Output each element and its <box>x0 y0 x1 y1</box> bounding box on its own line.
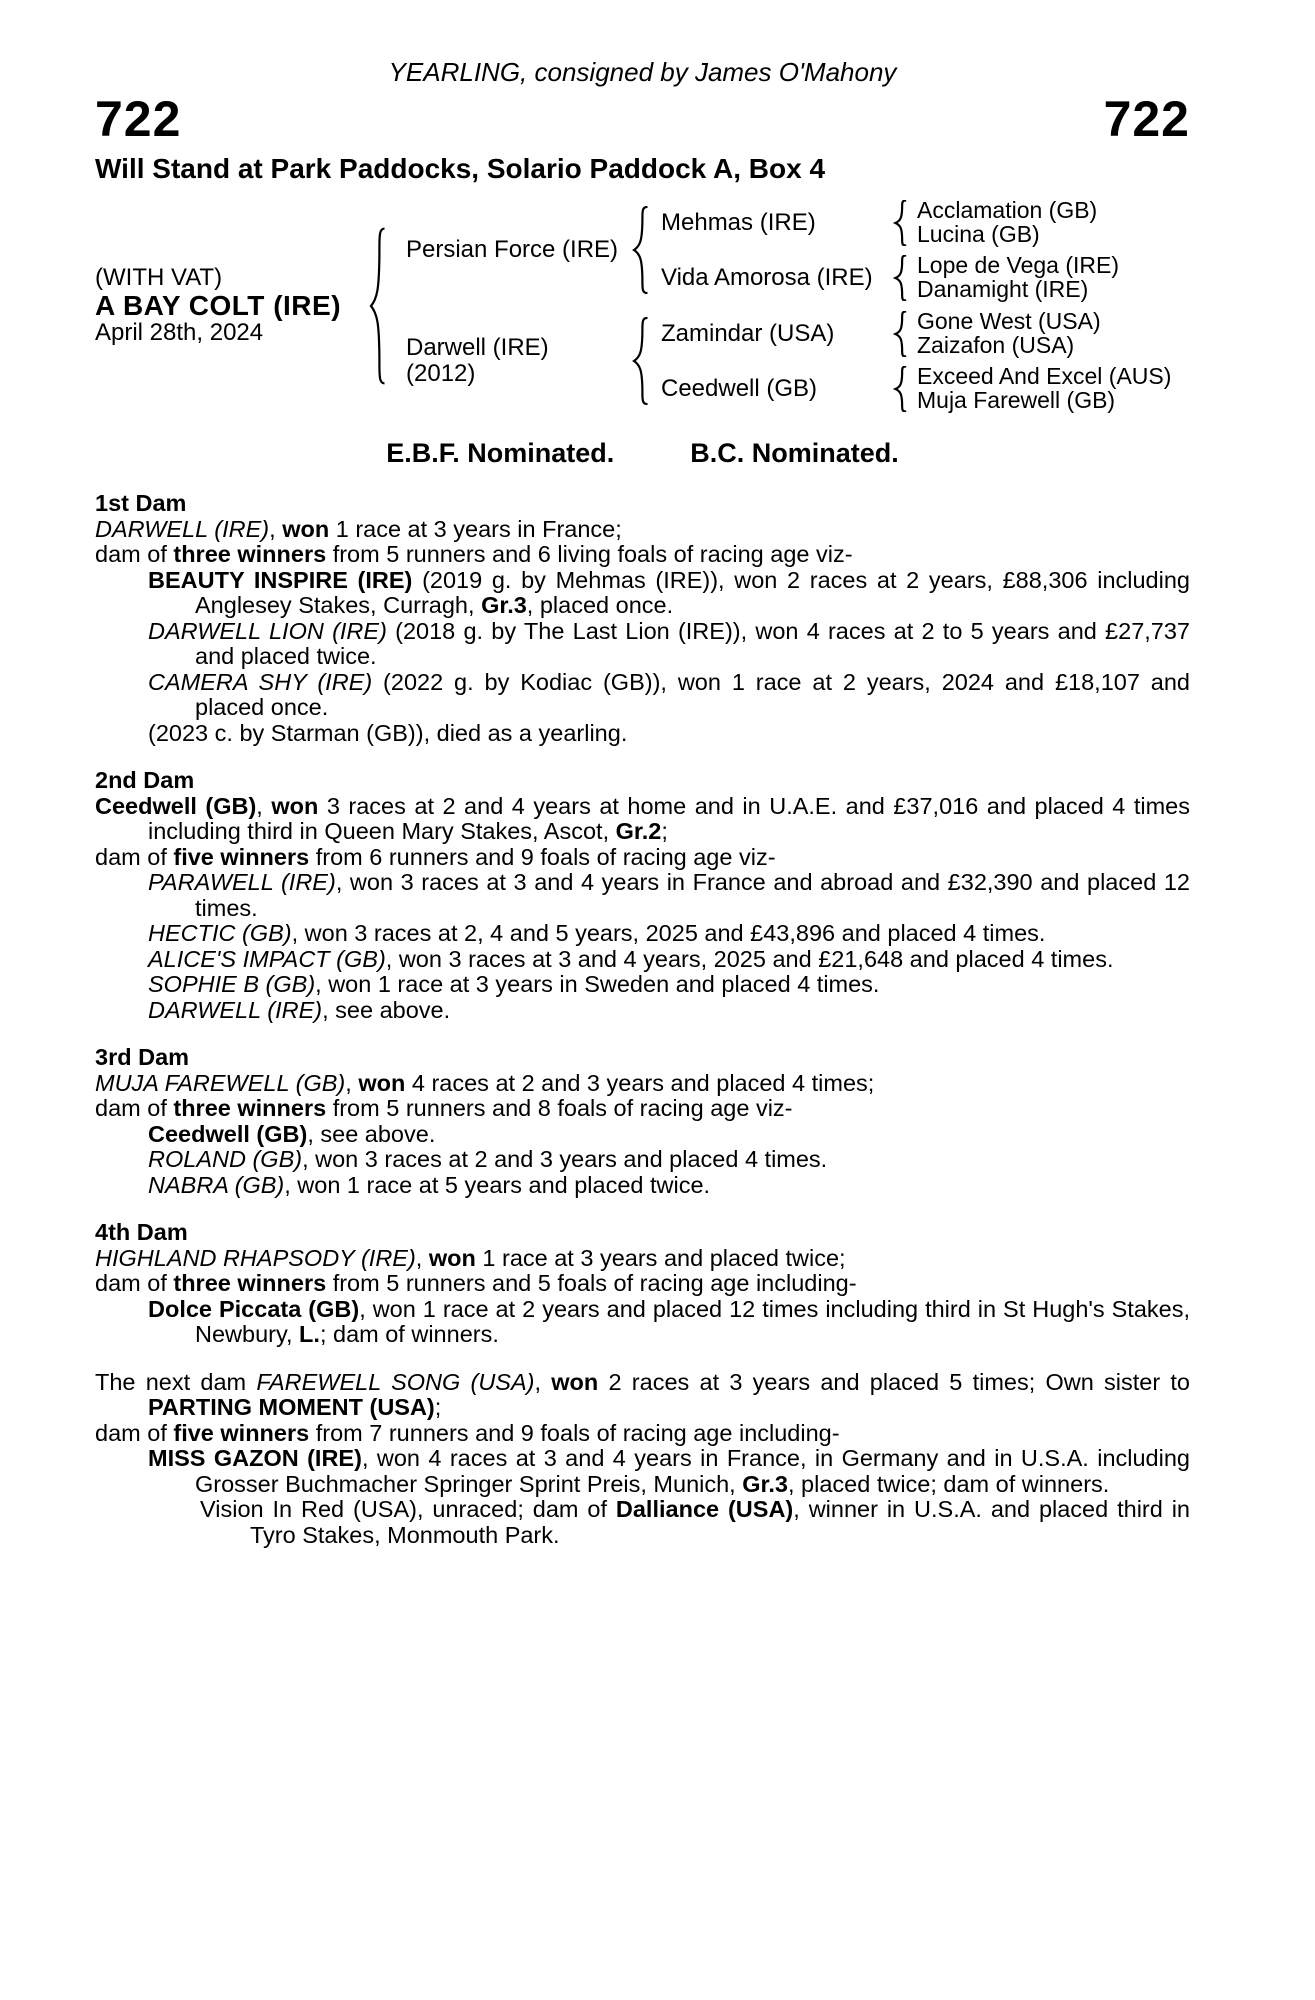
text-segment: ROLAND (GB) <box>148 1146 303 1172</box>
text-segment: 1 race at 3 years and placed twice; <box>475 1244 846 1271</box>
text-segment: , <box>256 792 272 819</box>
sire-brace-icon <box>631 206 651 294</box>
catalogue-paragraph <box>95 619 1190 670</box>
text-segment: , won 1 race at 3 years in Sweden and placed 4 times. <box>315 971 880 997</box>
dam-sections <box>95 491 1190 1548</box>
text-segment: CAMERA SHY (IRE) <box>148 668 373 695</box>
text-segment: from 5 runners and 6 living foals of racing age viz- <box>326 541 853 567</box>
text-segment: , won 3 races at 3 and 4 years in France and abroad and £32,390 and placed 12 times. <box>195 869 1190 921</box>
grandsire-group <box>661 310 1171 357</box>
catalogue-paragraph <box>95 972 1190 998</box>
text-segment: won <box>282 515 330 542</box>
foal-date: April 28th, 2024 <box>95 319 264 346</box>
text-segment: DARWELL (IRE) <box>95 515 270 542</box>
dam-section <box>95 1370 1190 1549</box>
text-segment: PARTING MOMENT (USA) <box>148 1394 435 1420</box>
catalogue-page <box>95 0 1190 1548</box>
text-segment: Gr.3 <box>742 1470 788 1497</box>
grandsire-name: Mehmas (IRE) <box>661 209 816 236</box>
text-segment: 1 race at 3 years in France; <box>329 515 622 542</box>
text-segment: , <box>269 515 283 542</box>
dam-section-heading: 2nd Dam <box>95 767 195 793</box>
text-segment: three winners <box>173 541 327 567</box>
text-segment: , <box>534 1368 552 1395</box>
text-segment: Dalliance (USA) <box>615 1496 794 1522</box>
brace-icon <box>893 366 909 412</box>
text-segment: dam of <box>95 1095 174 1121</box>
ancestor-name: Lope de Vega (IRE) <box>917 252 1120 278</box>
great-grandparents <box>917 254 1119 301</box>
ancestor-name: Acclamation (GB) <box>917 197 1098 223</box>
catalogue-paragraph <box>95 1446 1190 1497</box>
ancestor-name: Gone West (USA) <box>917 308 1101 334</box>
catalogue-paragraph <box>95 1421 1190 1447</box>
brace-icon <box>893 255 909 301</box>
dam-section-heading: 3rd Dam <box>95 1044 190 1070</box>
text-segment: DARWELL (IRE) <box>148 996 323 1023</box>
dam-cell <box>406 335 631 387</box>
text-segment: DARWELL LION (IRE) <box>148 617 387 644</box>
text-segment: three winners <box>173 1270 327 1296</box>
text-segment: SOPHIE B (GB) <box>148 971 316 997</box>
text-segment: 4 races at 2 and 3 years and placed 4 times; <box>405 1069 875 1096</box>
pedigree-table <box>95 199 1190 412</box>
text-segment: , winner in U.S.A. and placed third in Tyro Stakes, Monmouth Park. <box>250 1496 1191 1548</box>
text-segment: Ceedwell (GB) <box>95 792 257 819</box>
text-segment: FAREWELL SONG (USA) <box>256 1368 535 1395</box>
text-segment: ; <box>661 818 668 844</box>
dam-section <box>95 1220 1190 1348</box>
text-segment: Dolce Piccata (GB) <box>148 1295 360 1322</box>
nominations-line <box>95 438 1190 469</box>
dam-section <box>95 491 1190 746</box>
text-segment: dam of <box>95 541 174 567</box>
great-grandparents <box>917 199 1097 246</box>
pedigree-generations <box>406 199 1171 412</box>
granddam-name: Ceedwell (GB) <box>661 375 818 402</box>
text-segment: MUJA FAREWELL (GB) <box>95 1069 346 1096</box>
text-segment: (2019 g. by Mehmas (IRE)), won 2 races at 2 years, £88,306 including Anglesey Stakes, Curragh, <box>195 566 1190 618</box>
text-segment: won <box>551 1368 599 1395</box>
text-segment: ALICE'S IMPACT (GB) <box>148 945 386 972</box>
text-segment: (2022 g. by Kodiac (GB)), won 1 race at 2 years, 2024 and £18,107 and placed once. <box>195 668 1190 720</box>
text-segment: , won 4 races at 3 and 4 years in France, in Germany and in U.S.A. including Grosser Buchmacher Springer Sprint Preis, Munich, <box>195 1445 1190 1497</box>
text-segment: The next dam <box>95 1368 257 1395</box>
text-segment: , won 3 races at 2, 4 and 5 years, 2025 and £43,896 and placed 4 times. <box>291 920 1046 946</box>
granddam-group <box>661 254 1119 301</box>
text-segment: from 6 runners and 9 foals of racing age viz- <box>309 843 776 870</box>
catalogue-paragraph <box>95 1271 1190 1297</box>
text-segment: won <box>428 1244 476 1271</box>
text-segment: five winners <box>173 1419 310 1446</box>
catalogue-paragraph <box>95 1297 1190 1348</box>
consignor-line: YEARLING, consigned by James O'Mahony <box>388 57 897 87</box>
text-segment: , <box>415 1244 429 1271</box>
catalogue-paragraph <box>95 517 1190 543</box>
granddam-group <box>661 365 1171 412</box>
grandsire-group <box>661 199 1119 246</box>
text-segment: three winners <box>173 1095 327 1121</box>
text-segment: L. <box>299 1321 320 1347</box>
catalogue-paragraph <box>95 542 1190 568</box>
lot-info-block <box>95 265 368 346</box>
ancestor-name: Lucina (GB) <box>917 220 1040 247</box>
catalogue-paragraph <box>95 870 1190 921</box>
text-segment: BEAUTY INSPIRE (IRE) <box>148 566 413 593</box>
dam-section-heading: 4th Dam <box>95 1219 188 1245</box>
text-segment: , placed once. <box>526 592 674 618</box>
text-segment: , see above. <box>307 1120 436 1147</box>
sire-half <box>406 199 1171 301</box>
catalogue-paragraph <box>95 670 1190 721</box>
sire-cell <box>406 237 631 263</box>
lot-number-left: 722 <box>95 91 182 147</box>
catalogue-paragraph <box>95 1246 1190 1272</box>
text-segment: dam of <box>95 1419 174 1446</box>
text-segment: Gr.2 <box>615 818 662 844</box>
catalogue-paragraph <box>95 1096 1190 1122</box>
text-segment: won <box>271 792 319 819</box>
granddam-name: Vida Amorosa (IRE) <box>661 264 873 291</box>
lot-number-right: 722 <box>1103 91 1190 147</box>
catalogue-paragraph <box>95 1497 1190 1548</box>
bc-nominated-label: B.C. Nominated. <box>690 438 899 468</box>
ancestor-name: Muja Farewell (GB) <box>917 386 1116 413</box>
great-grandparents <box>917 310 1101 357</box>
great-grandparents <box>917 365 1171 412</box>
text-segment: Gr.3 <box>481 592 527 618</box>
catalogue-paragraph <box>95 1122 1190 1148</box>
catalogue-paragraph <box>95 845 1190 871</box>
text-segment: HIGHLAND RHAPSODY (IRE) <box>95 1244 416 1271</box>
stand-location-line: Will Stand at Park Paddocks, Solario Paddock A, Box 4 <box>95 153 826 184</box>
catalogue-paragraph <box>95 794 1190 845</box>
ebf-nominated-label: E.B.F. Nominated. <box>386 438 615 468</box>
text-segment: five winners <box>173 843 310 870</box>
grandsire-name: Zamindar (USA) <box>661 320 835 347</box>
text-segment: , <box>345 1069 359 1096</box>
brace-icon <box>893 311 909 357</box>
text-segment: from 5 runners and 8 foals of racing age viz- <box>326 1095 793 1121</box>
text-segment: dam of <box>95 1270 174 1296</box>
dam-name: Darwell (IRE) <box>406 334 549 361</box>
catalogue-paragraph <box>95 568 1190 619</box>
ancestor-name: Exceed And Excel (AUS) <box>917 363 1172 389</box>
catalogue-paragraph <box>95 1173 1190 1199</box>
pedigree-main-brace-icon <box>368 227 388 385</box>
text-segment: NABRA (GB) <box>148 1171 285 1198</box>
catalogue-paragraph <box>95 947 1190 973</box>
catalogue-paragraph <box>95 1071 1190 1097</box>
ancestor-name: Danamight (IRE) <box>917 275 1089 302</box>
sire-parents <box>661 199 1119 301</box>
text-segment: (2023 c. by Starman (GB)), died as a yearling. <box>148 719 628 746</box>
text-segment: PARAWELL (IRE) <box>148 869 336 895</box>
sire-name: Persian Force (IRE) <box>406 236 619 263</box>
brace-icon <box>893 200 909 246</box>
text-segment: , won 1 race at 2 years and placed 12 times including third in St Hugh's Stakes, Newbury, <box>195 1295 1191 1347</box>
text-segment: HECTIC (GB) <box>148 920 292 946</box>
text-segment: 2 races at 3 years and placed 5 times; Own sister to <box>598 1368 1191 1395</box>
dam-section <box>95 1045 1190 1198</box>
horse-description: A BAY COLT (IRE) <box>95 290 342 321</box>
dam-section-heading: 1st Dam <box>95 490 187 516</box>
text-segment: , won 3 races at 2 and 3 years and placed 4 times. <box>302 1146 828 1172</box>
text-segment: 3 races at 2 and 4 years at home and in U.A.E. and £37,016 and placed 4 times including third in Queen Mary Stakes, Ascot, <box>148 792 1190 844</box>
lot-number-row <box>95 91 1190 147</box>
text-segment: from 5 runners and 5 foals of racing age including- <box>326 1270 857 1296</box>
text-segment: dam of <box>95 843 174 870</box>
dam-parents <box>661 310 1171 412</box>
text-segment: won <box>358 1069 406 1096</box>
text-segment: , won 1 race at 5 years and placed twice. <box>284 1171 711 1198</box>
dam-year: (2012) <box>406 360 476 387</box>
text-segment: (2018 g. by The Last Lion (IRE)), won 4 races at 2 to 5 years and £27,737 and placed twice. <box>195 617 1191 669</box>
text-segment: ; dam of winners. <box>319 1321 499 1347</box>
text-segment: MISS GAZON (IRE) <box>148 1445 362 1471</box>
catalogue-paragraph <box>95 1147 1190 1173</box>
catalogue-paragraph <box>95 721 1190 747</box>
vat-note: (WITH VAT) <box>95 264 223 291</box>
text-segment: , placed twice; dam of winners. <box>787 1470 1110 1497</box>
text-segment: , won 3 races at 3 and 4 years, 2025 and £21,648 and placed 4 times. <box>385 945 1114 972</box>
catalogue-paragraph <box>95 921 1190 947</box>
text-segment: Vision In Red (USA), unraced; dam of <box>200 1496 616 1522</box>
text-segment: Ceedwell (GB) <box>148 1120 308 1147</box>
text-segment: from 7 runners and 9 foals of racing age including- <box>309 1419 840 1446</box>
dam-section <box>95 768 1190 1023</box>
text-segment: ; <box>434 1394 442 1420</box>
catalogue-paragraph <box>95 1370 1190 1421</box>
ancestor-name: Zaizafon (USA) <box>917 331 1075 358</box>
catalogue-paragraph <box>95 998 1190 1024</box>
dam-half <box>406 310 1171 412</box>
dam-brace-icon <box>631 317 651 405</box>
text-segment: , see above. <box>322 996 451 1023</box>
